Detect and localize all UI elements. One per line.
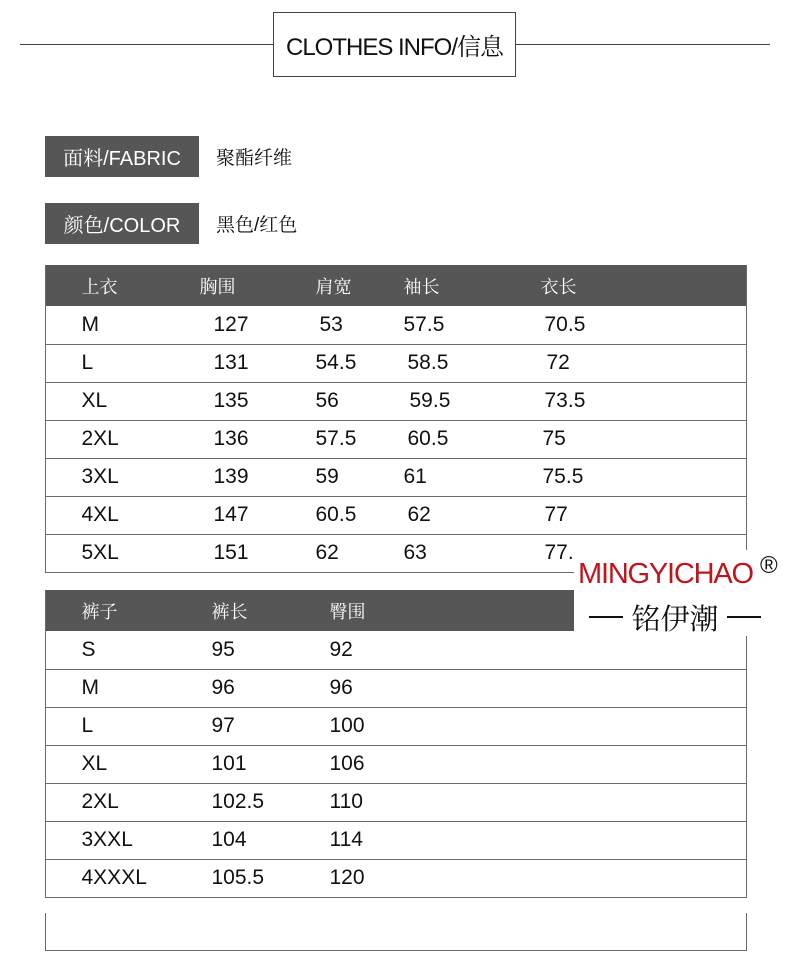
brand-dash-left — [589, 616, 623, 618]
header-length: 衣长 — [540, 276, 577, 297]
pants-length-cell: 101 — [211, 752, 247, 775]
hip-cell: 120 — [329, 866, 365, 889]
table-row — [46, 382, 747, 420]
header-shoulder: 肩宽 — [315, 276, 352, 297]
brand-chinese-line — [580, 600, 770, 634]
header-sleeve: 袖长 — [403, 276, 440, 297]
pants-length-cell: 105.5 — [211, 866, 265, 889]
table-row — [46, 344, 747, 382]
shoulder-cell: 53 — [319, 312, 343, 336]
color-row — [45, 203, 297, 244]
chest-cell: 147 — [213, 503, 249, 526]
top-size-table — [45, 265, 747, 573]
header-hip: 臀围 — [329, 601, 366, 622]
chest-cell: 127 — [213, 312, 249, 336]
pants-length-cell: 97 — [211, 714, 235, 737]
shoulder-cell: 60.5 — [315, 503, 357, 526]
size-cell: L — [81, 351, 94, 374]
table-row — [46, 420, 747, 458]
top-table-header — [46, 265, 747, 306]
chest-cell: 139 — [213, 465, 249, 488]
shoulder-cell: 62 — [315, 541, 339, 564]
pants-length-cell: 96 — [211, 676, 235, 699]
shoulder-cell: 57.5 — [315, 427, 357, 450]
table-row — [46, 821, 747, 859]
brand-name: MINGYICHAO — [578, 558, 753, 590]
sleeve-cell: 59.5 — [409, 389, 451, 412]
chest-cell: 151 — [213, 541, 249, 564]
chest-cell: 136 — [213, 427, 249, 450]
pants-length-cell: 104 — [211, 828, 247, 851]
size-cell: M — [81, 312, 99, 336]
pants-length-cell: 95 — [211, 637, 235, 661]
table-row — [46, 783, 747, 821]
pants-length-cell: 102.5 — [211, 790, 265, 813]
brand-chinese-name: 铭伊潮 — [631, 603, 719, 636]
brand-logo — [574, 550, 790, 636]
size-cell: 4XXXL — [81, 866, 147, 889]
table-row — [46, 496, 747, 534]
table-row — [46, 669, 747, 707]
header-top: 上衣 — [81, 276, 118, 297]
sleeve-cell: 58.5 — [407, 351, 449, 374]
chest-cell: 135 — [213, 389, 249, 412]
size-cell: L — [81, 714, 94, 737]
color-value: 黑色/红色 — [216, 215, 298, 236]
length-cell: 77 — [544, 503, 568, 526]
table-row — [46, 458, 747, 496]
sleeve-cell: 60.5 — [407, 427, 449, 450]
fabric-label: 面料/FABRIC — [45, 136, 199, 177]
length-cell: 77. — [544, 541, 574, 564]
size-cell: XL — [81, 389, 108, 412]
sleeve-cell: 61 — [403, 465, 427, 488]
size-cell: 3XL — [81, 465, 119, 488]
size-cell: 2XL — [81, 427, 119, 450]
length-cell: 75 — [542, 427, 566, 450]
table-row — [46, 859, 747, 897]
header-chest: 胸围 — [199, 276, 236, 297]
sleeve-cell: 62 — [407, 503, 431, 526]
length-cell: 72 — [546, 351, 570, 374]
hip-cell: 114 — [329, 828, 363, 851]
length-cell: 73.5 — [544, 389, 586, 412]
size-cell: 4XL — [81, 503, 119, 526]
sleeve-cell: 57.5 — [403, 312, 445, 336]
title-rule-left — [20, 44, 273, 45]
fabric-row — [45, 136, 292, 177]
page-title: CLOTHES INFO/信息 — [273, 12, 516, 77]
size-cell: 5XL — [81, 541, 119, 564]
chest-cell: 131 — [213, 351, 249, 374]
sleeve-cell: 63 — [403, 541, 427, 564]
length-cell: 75.5 — [542, 465, 584, 488]
hip-cell: 110 — [329, 790, 363, 813]
hip-cell: 92 — [329, 637, 353, 661]
size-cell: 2XL — [81, 790, 119, 813]
table-row — [46, 745, 747, 783]
shoulder-cell: 54.5 — [315, 351, 357, 374]
hip-cell: 96 — [329, 676, 353, 699]
size-cell: S — [81, 637, 96, 661]
empty-row — [45, 913, 747, 951]
brand-dash-right — [727, 616, 761, 618]
title-rule-right — [516, 44, 770, 45]
size-cell: 3XXL — [81, 828, 133, 851]
table-row — [46, 707, 747, 745]
size-cell: M — [81, 676, 99, 699]
hip-cell: 100 — [329, 714, 365, 737]
size-cell: XL — [81, 752, 108, 775]
registered-mark: ® — [760, 552, 778, 579]
header-pants-length: 裤长 — [211, 601, 248, 622]
header-pants: 裤子 — [81, 601, 118, 622]
shoulder-cell: 56 — [315, 389, 339, 412]
length-cell: 70.5 — [544, 312, 586, 336]
shoulder-cell: 59 — [315, 465, 339, 488]
hip-cell: 106 — [329, 752, 365, 775]
color-label: 颜色/COLOR — [45, 203, 199, 244]
fabric-value: 聚酯纤维 — [216, 148, 293, 169]
table-row — [46, 306, 747, 344]
